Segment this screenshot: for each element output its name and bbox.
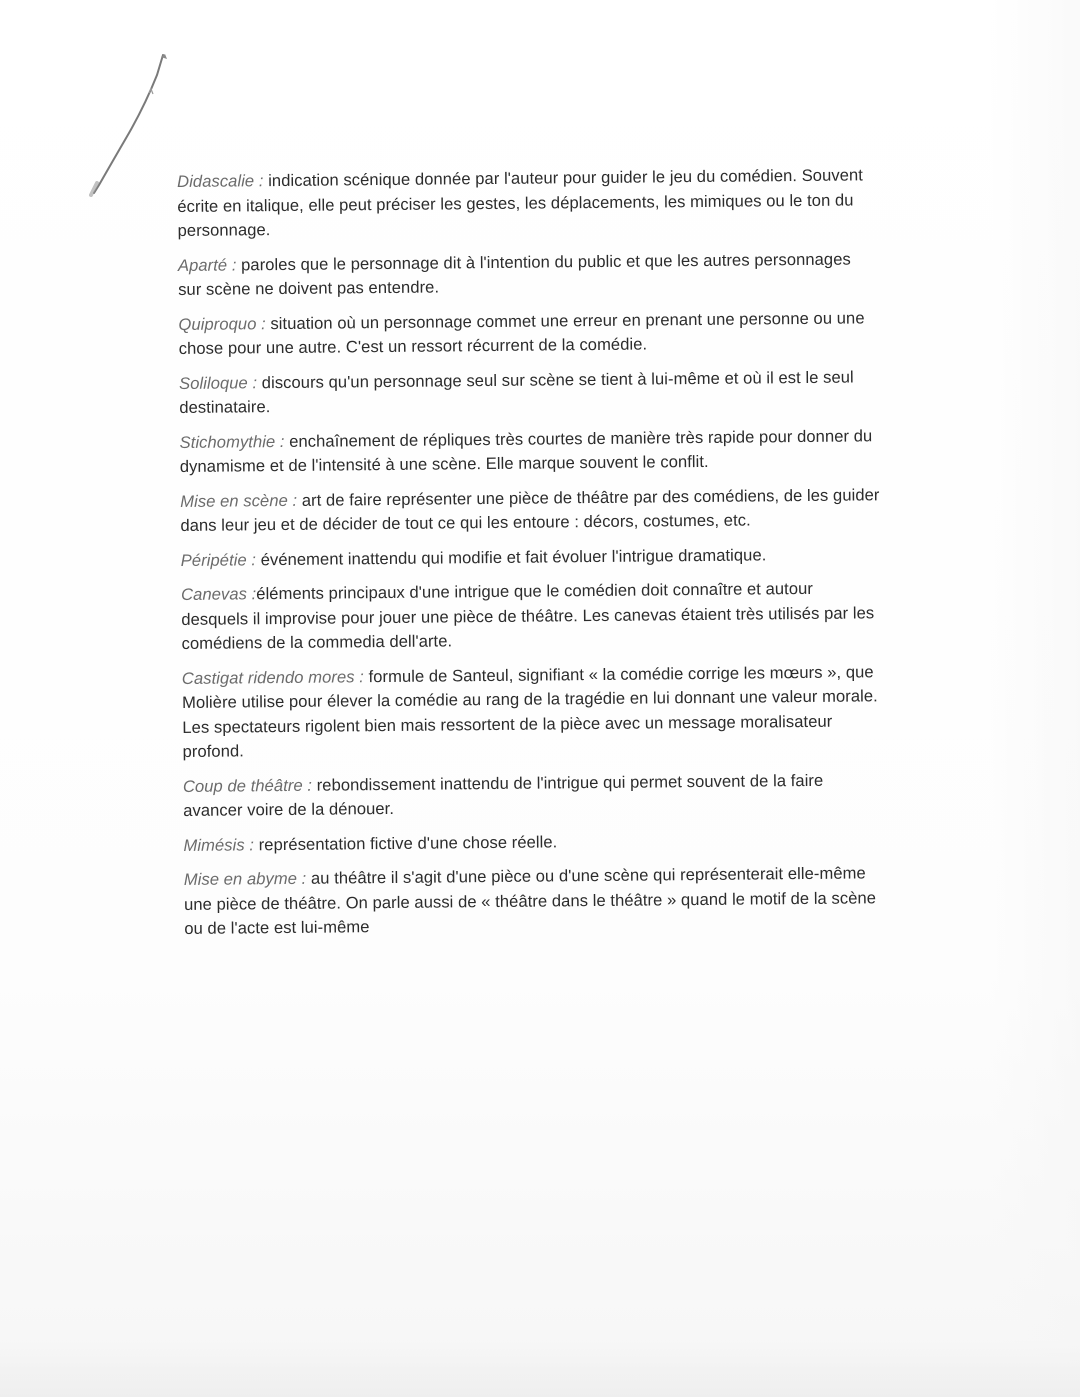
glossary-entry-mise-en-scene: [180, 483, 880, 539]
glossary-term: Didascalie :: [177, 171, 264, 191]
glossary-entry-didascalie: [177, 163, 878, 243]
glossary-term: Quiproquo :: [178, 313, 266, 334]
glossary-term: Canevas :: [180, 584, 257, 604]
glossary-entry-mise-en-abyme: [184, 861, 885, 941]
glossary-term: Péripétie :: [180, 549, 257, 570]
glossary-definition: formule de Santeul, signifiant « la comédie corrige les mœurs », que Molière utilise pour élever la comédie au rang de la tragédie en lui donnant une valeur morale. Les spectateurs rigolent bien mais ressortent de la pièce avec un message moralisateur profond.: [182, 661, 878, 761]
glossary-term: Mise en scène :: [180, 490, 298, 511]
glossary-term: Stichomythie :: [179, 431, 285, 452]
glossary-definition: au théâtre il s'agit d'une pièce ou d'une scène qui représenterait elle-même une pièce de théâtre. On parle aussi de « théâtre dans le théâtre » quand le motif de la scène ou de l'acte est lui-même: [183, 863, 877, 938]
glossary-definition: indication scénique donnée par l'auteur pour guider le jeu du comédien. Souvent écrite en italique, elle peut préciser les gestes, les déplacements, les mimiques ou le ton du personnage.: [177, 165, 863, 240]
glossary-definition: discours qu'un personnage seul sur scène se tient à lui-même et où il est le seul destinataire.: [179, 367, 854, 417]
page-bottom-shade: [0, 1340, 1080, 1397]
glossary-term: Coup de théâtre :: [182, 775, 313, 796]
glossary-definition: paroles que le personnage dit à l'intention du public et que les autres personnages sur scène ne doivent pas entendre.: [178, 249, 851, 299]
glossary-entry-aparte: [178, 247, 878, 303]
glossary-term: Mimésis :: [183, 834, 255, 855]
glossary-entry-mimesis: [183, 827, 883, 858]
glossary-entry-castigat-ridendo-mores: [182, 660, 883, 765]
glossary-definition: situation où un personnage commet une erreur en prenant une personne ou une chose pour une autre. C'est un ressort récurrent de la comédie.: [178, 307, 865, 358]
glossary-definition: éléments principaux d'une intrigue que le comédien doit connaître et autour desquels il improvise pour jouer une pièce de théâtre. Les canevas étaient très utilisés par les comédiens de la commedia dell'arte.: [181, 578, 875, 653]
glossary-definition: enchaînement de répliques très courtes de manière très rapide pour donner du dynamisme et de l'intensité à une scène. Elle marque souvent le conflit.: [179, 425, 873, 476]
glossary-entry-quiproquo: [178, 306, 878, 362]
glossary-list: [177, 163, 884, 951]
glossary-term: Castigat ridendo mores :: [181, 666, 364, 688]
glossary-term: Mise en abyme :: [183, 868, 307, 889]
glossary-entry-coup-de-theatre: [183, 768, 883, 824]
glossary-term: Aparté :: [177, 254, 237, 275]
glossary-entry-peripetie: [181, 542, 881, 573]
page-edge-shade: [990, 0, 1080, 1397]
glossary-term: Soliloque :: [178, 372, 258, 393]
glossary-entry-soliloque: [179, 365, 879, 421]
glossary-definition: rebondissement inattendu de l'intrigue qui permet souvent de la faire avancer voire de la dénouer.: [183, 770, 824, 820]
glossary-entry-stichomythie: [180, 424, 880, 480]
glossary-definition: événement inattendu qui modifie et fait évoluer l'intrigue dramatique.: [255, 544, 767, 569]
glossary-definition: représentation fictive d'une chose réelle.: [253, 831, 558, 854]
glossary-entry-canevas: [181, 576, 882, 656]
glossary-definition: art de faire représenter une pièce de théâtre par des comédiens, de les guider dans leur jeu et de décider de tout ce qui les entoure : décors, costumes, etc.: [180, 484, 880, 535]
